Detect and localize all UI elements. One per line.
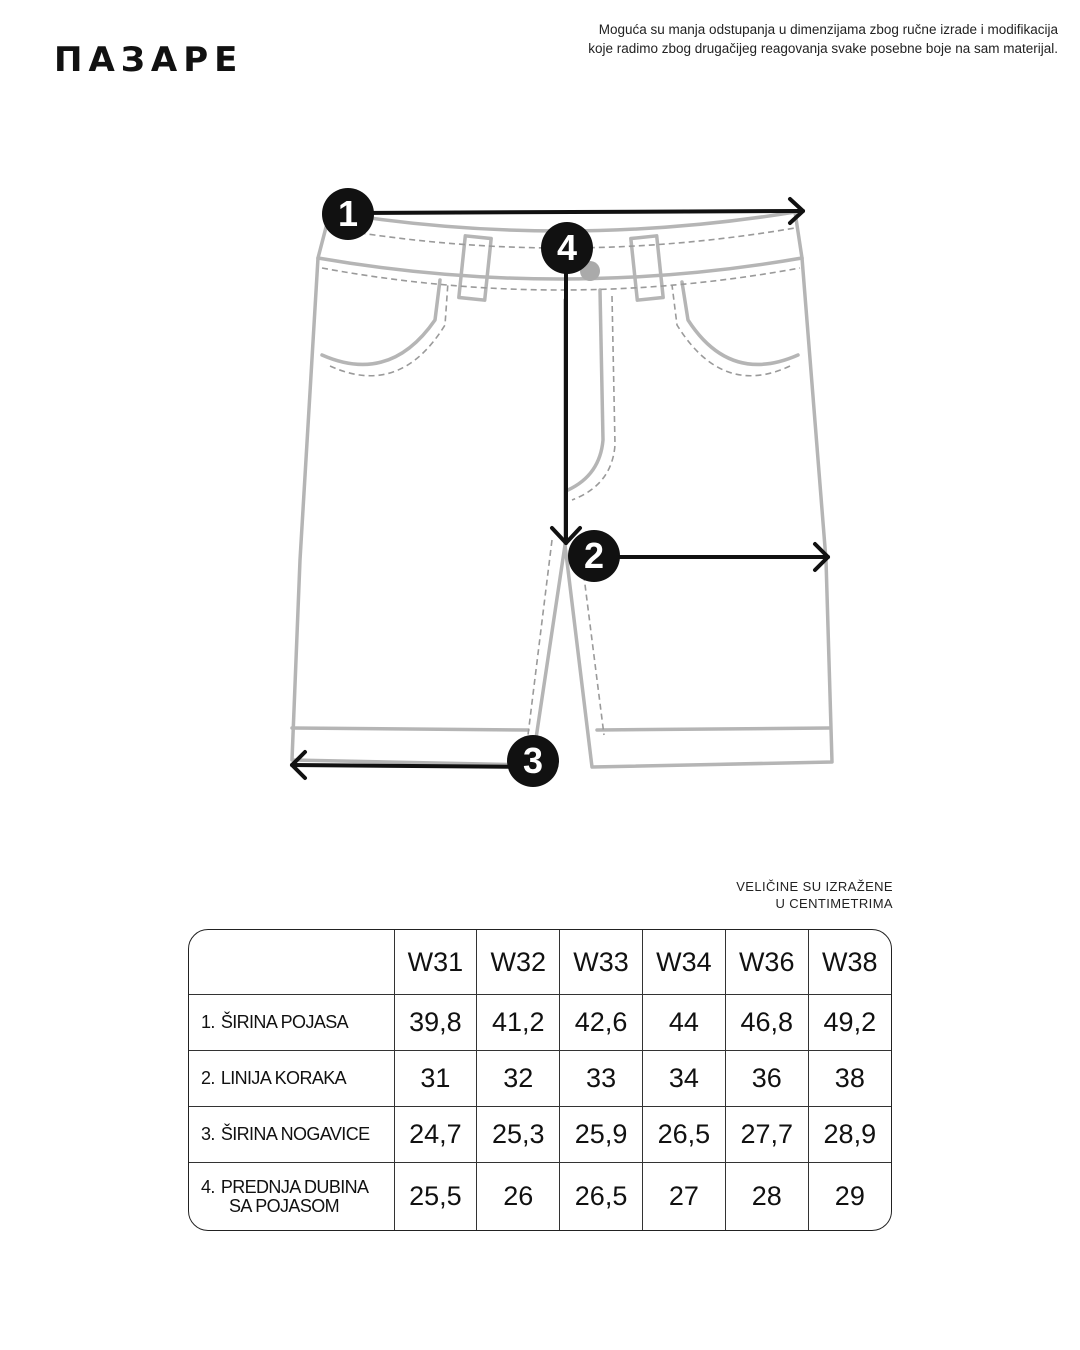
table-cell: 27,7 xyxy=(725,1107,808,1163)
measurement-arrows xyxy=(292,199,828,778)
marker-2 xyxy=(568,530,620,582)
size-header: W36 xyxy=(725,930,808,995)
row-label: 2. LINIJA KORAKA xyxy=(189,1051,394,1107)
table-cell: 49,2 xyxy=(808,995,891,1051)
table-cell: 24,7 xyxy=(394,1107,477,1163)
table-cell: 25,9 xyxy=(560,1107,643,1163)
marker-4-label: 4 xyxy=(556,227,578,268)
marker-2-label: 2 xyxy=(583,535,605,576)
size-header: W34 xyxy=(642,930,725,995)
size-header: W33 xyxy=(560,930,643,995)
table-header-row xyxy=(189,930,891,995)
table-cell: 25,5 xyxy=(394,1163,477,1230)
size-table xyxy=(189,930,891,1230)
size-table-container xyxy=(188,929,892,1231)
stitching xyxy=(322,228,800,735)
units-note-line-2: U CENTIMETRIMA xyxy=(775,896,893,911)
table-cell: 25,3 xyxy=(477,1107,560,1163)
table-cell: 42,6 xyxy=(560,995,643,1051)
table-cell: 29 xyxy=(808,1163,891,1230)
table-cell: 34 xyxy=(642,1051,725,1107)
marker-4 xyxy=(541,222,593,274)
table-row xyxy=(189,1107,891,1163)
table-cell: 28 xyxy=(725,1163,808,1230)
units-note xyxy=(736,878,893,912)
table-row xyxy=(189,1051,891,1107)
row-label: 3. ŠIRINA NOGAVICE xyxy=(189,1107,394,1163)
arrow-1-waist xyxy=(350,211,803,213)
table-cell: 26,5 xyxy=(642,1107,725,1163)
table-cell: 32 xyxy=(477,1051,560,1107)
marker-3 xyxy=(507,735,559,787)
table-row xyxy=(189,995,891,1051)
table-cell: 33 xyxy=(560,1051,643,1107)
marker-3-label: 3 xyxy=(522,740,544,781)
table-cell: 27 xyxy=(642,1163,725,1230)
table-cell: 39,8 xyxy=(394,995,477,1051)
table-cell: 41,2 xyxy=(477,995,560,1051)
table-cell: 31 xyxy=(394,1051,477,1107)
table-cell: 36 xyxy=(725,1051,808,1107)
table-cell: 26,5 xyxy=(560,1163,643,1230)
shorts-outline xyxy=(292,212,832,767)
brand-logo: ΠΑЗАРЕ xyxy=(54,40,244,80)
marker-1-label: 1 xyxy=(337,193,359,234)
table-cell: 46,8 xyxy=(725,995,808,1051)
disclaimer-line-1: Moguća su manja odstupanja u dimenzijama zbog ručne izrade i modifikacija xyxy=(598,22,1058,37)
table-corner-cell xyxy=(189,930,394,995)
disclaimer-line-2: koje radimo zbog drugačijeg reagovanja svake posebne boje na sam materijal. xyxy=(588,41,1058,56)
arrow-3-leg xyxy=(292,765,532,767)
table-row xyxy=(189,1163,891,1230)
size-header: W32 xyxy=(477,930,560,995)
table-cell: 38 xyxy=(808,1051,891,1107)
units-note-line-1: VELIČINE SU IZRAŽENE xyxy=(736,879,893,894)
size-header: W38 xyxy=(808,930,891,995)
table-cell: 44 xyxy=(642,995,725,1051)
marker-1 xyxy=(322,188,374,240)
table-cell: 26 xyxy=(477,1163,560,1230)
row-label: 1. ŠIRINA POJASA xyxy=(189,995,394,1051)
row-label: 4. PREDNJA DUBINA SA POJASOM xyxy=(189,1163,394,1230)
size-header: W31 xyxy=(394,930,477,995)
table-cell: 28,9 xyxy=(808,1107,891,1163)
